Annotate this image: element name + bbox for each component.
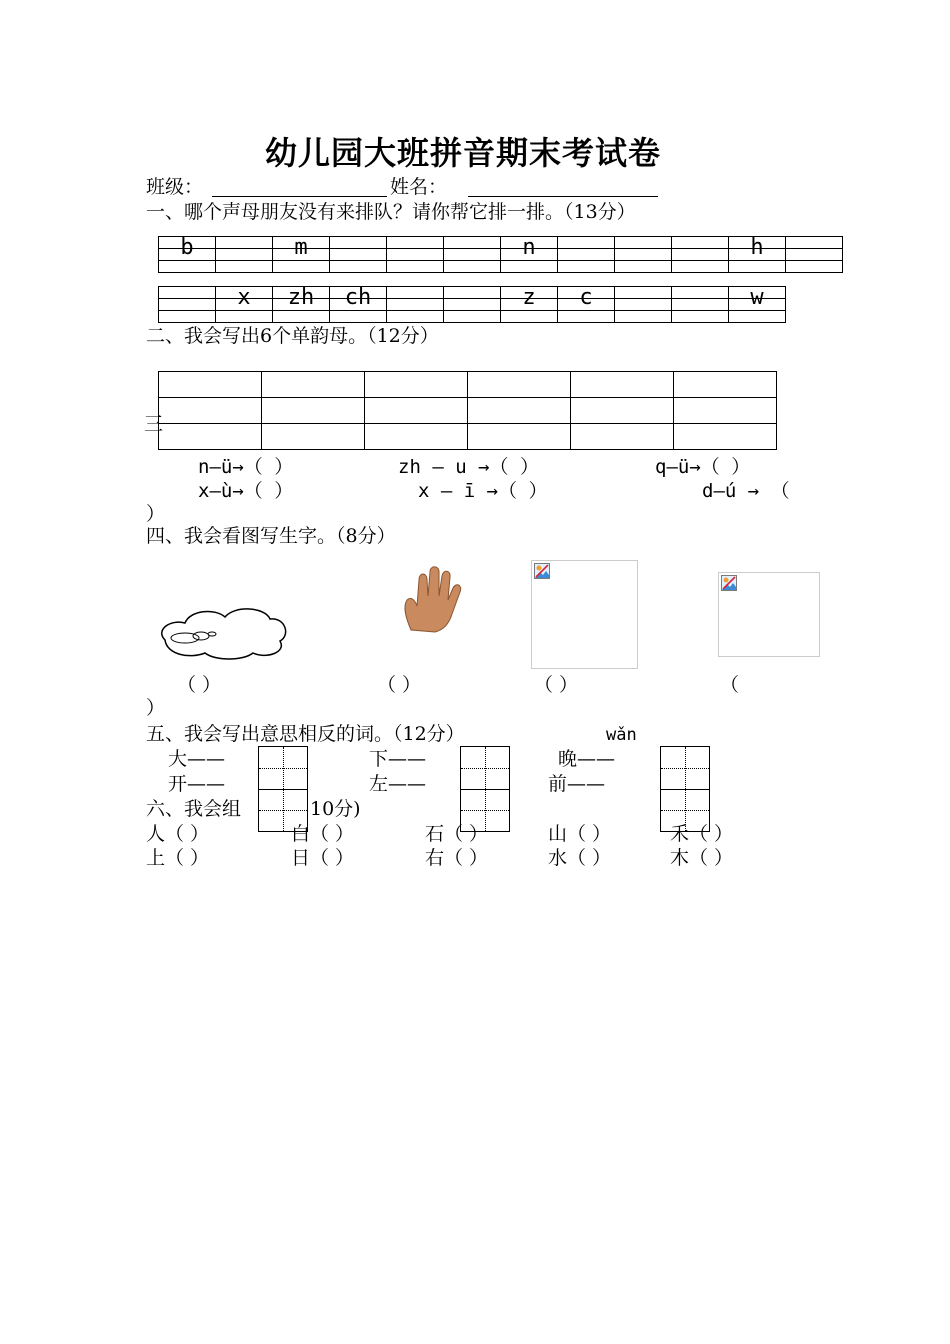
grid-cell: zh [287, 285, 315, 310]
grid-cell: w [750, 285, 764, 310]
word-item: 日（ ） [291, 847, 355, 869]
page-title: 幼儿园大班拼音期末考试卷 [265, 134, 662, 172]
grid-cell: b [180, 235, 194, 260]
word-item: 水（ ） [548, 847, 612, 869]
class-label: 班级： [146, 176, 204, 198]
answer-parens[interactable]: （ [720, 674, 740, 696]
broken-image-icon [721, 575, 737, 591]
section4-heading: 四、我会看图写生字。（8分） [146, 525, 396, 547]
spelling-item: n—ü→（ ） [198, 456, 294, 478]
writing-box[interactable] [460, 746, 510, 832]
answer-parens[interactable]: （ ） [377, 674, 422, 696]
grid-cell: x [237, 285, 251, 310]
name-label: 姓名： [390, 176, 448, 198]
initials-row2-grid [158, 286, 786, 323]
spelling-item: x — ī →（ ） [418, 480, 548, 502]
word-item: 右（ ） [425, 847, 489, 869]
section3-heading-partial: 三 [144, 413, 164, 435]
pinyin-hint: wǎn [606, 725, 637, 745]
spelling-item: zh — u →（ ） [398, 456, 539, 478]
word-item: 上（ ） [146, 847, 210, 869]
section2-heading: 二、我会写出6个单韵母。（12分） [146, 325, 439, 347]
spelling-item: q—ü→（ ） [655, 456, 751, 478]
picture-placeholder [718, 572, 820, 657]
section5-heading: 五、我会写出意思相反的词。（12分） [146, 723, 465, 745]
broken-image-icon [534, 563, 550, 579]
word-item: 石（ ） [425, 823, 489, 845]
antonym-prompt: 大—— [168, 748, 226, 770]
writing-box[interactable] [660, 746, 710, 832]
word-item: 木（ ） [670, 847, 734, 869]
initials-row1-grid [158, 236, 843, 273]
antonym-prompt: 下—— [369, 748, 427, 770]
section6-heading: 六、我会组 [146, 798, 242, 820]
word-item: 山（ ） [548, 823, 612, 845]
antonym-prompt: 开—— [168, 773, 226, 795]
answer-parens[interactable]: （ ） [177, 674, 222, 696]
spelling-wrap: ） [146, 503, 166, 525]
cloud-image [155, 605, 290, 660]
spelling-item: x—ù→（ ） [198, 480, 294, 502]
writing-box[interactable] [258, 746, 308, 832]
word-item: 禾（ ） [670, 823, 734, 845]
picture-placeholder [531, 560, 638, 669]
grid-cell: h [750, 235, 764, 260]
vowels-grid[interactable] [158, 371, 777, 450]
word-item: 人（ ） [146, 823, 210, 845]
section1-heading: 一、哪个声母朋友没有来排队？请你帮它排一排。（13分） [146, 201, 636, 223]
answer-parens[interactable]: （ ） [534, 674, 579, 696]
answer-wrap: ） [146, 697, 166, 719]
grid-cell: z [522, 285, 536, 310]
grid-cell: m [294, 235, 308, 260]
antonym-prompt: 前—— [548, 773, 606, 795]
section6-heading-end: 10分) [310, 798, 361, 820]
grid-cell: c [579, 285, 593, 310]
grid-cell: n [522, 235, 536, 260]
antonym-prompt: 左—— [369, 773, 427, 795]
spelling-item: d—ú → （ [702, 480, 790, 502]
class-field[interactable] [212, 196, 387, 197]
antonym-prompt: 晚—— [558, 748, 616, 770]
word-item: 白（ ） [291, 823, 355, 845]
name-field[interactable] [468, 196, 658, 197]
hand-image [397, 566, 463, 634]
grid-cell: ch [344, 285, 372, 310]
